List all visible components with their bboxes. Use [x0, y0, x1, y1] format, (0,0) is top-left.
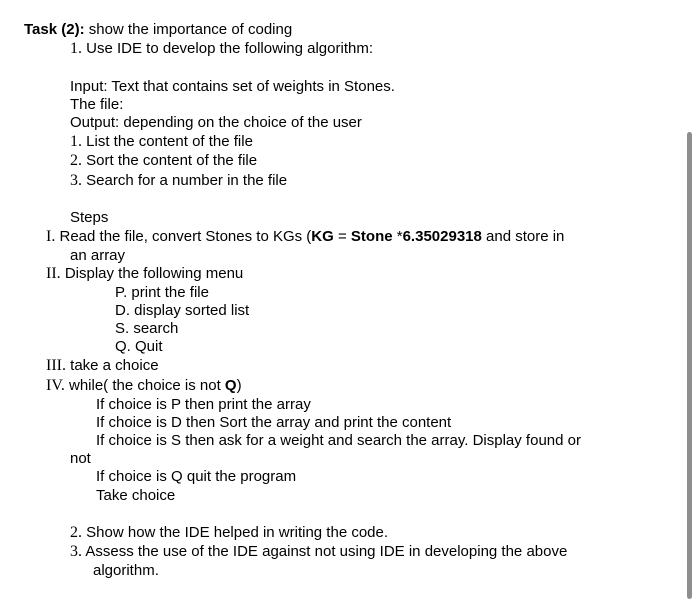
step-1-continued: an array	[70, 247, 126, 264]
step-1-text-end: and store in	[481, 228, 565, 245]
item-3	[70, 543, 567, 561]
step-4-text: while( the choice is not	[69, 377, 225, 394]
task-title-rest: show the importance of coding	[84, 21, 293, 38]
step-1-equals: =	[333, 228, 351, 245]
item-3-text: Assess the use of the IDE against not using IDE in developing the above	[85, 543, 568, 560]
menu-option: Q. Quit	[115, 338, 163, 355]
output-line: Output: depending on the choice of the user	[70, 114, 362, 131]
item-3-continued: algorithm.	[93, 562, 159, 579]
choice-number: 1.	[70, 133, 82, 150]
step-1-number: I.	[46, 228, 56, 245]
loop-line: If choice is S then ask for a weight and search the array. Display found or	[96, 432, 581, 449]
step-1-factor: 6.35029318	[402, 228, 482, 245]
choice-text: Search for a number in the file	[86, 172, 288, 189]
loop-line: If choice is D then Sort the array and print the content	[96, 414, 452, 431]
item-2-number: 2.	[70, 524, 82, 541]
item-1	[70, 40, 373, 58]
loop-line: Take choice	[96, 487, 176, 504]
step-4-paren: )	[236, 377, 242, 394]
step-1-stone: Stone	[350, 228, 393, 245]
choice-text: List the content of the file	[86, 133, 253, 150]
steps-heading: Steps	[70, 209, 109, 226]
menu-option: D. display sorted list	[115, 302, 250, 319]
file-line: The file:	[70, 96, 124, 113]
choice-number: 2.	[70, 152, 82, 169]
menu-option: P. print the file	[115, 284, 209, 301]
step-2-number: II.	[46, 265, 61, 282]
step-4-number: IV.	[46, 377, 65, 394]
step-1-times: *	[392, 228, 403, 245]
item-1-text: Use IDE to develop the following algorithm:	[86, 40, 373, 57]
step-4	[46, 377, 242, 395]
item-2	[70, 524, 388, 542]
step-2-text: Display the following menu	[64, 265, 244, 282]
step-4-q: Q	[224, 377, 237, 394]
step-3-number: III.	[46, 357, 66, 374]
choice-number: 3.	[70, 172, 82, 189]
input-line: Input: Text that contains set of weights in Stones.	[70, 78, 395, 95]
loop-line: If choice is P then print the array	[96, 396, 311, 413]
step-3-text: take a choice	[70, 357, 159, 374]
choice-item	[70, 152, 257, 170]
choice-item	[70, 133, 253, 151]
step-1	[46, 228, 564, 246]
task-title	[24, 21, 292, 39]
vertical-scrollbar[interactable]	[687, 132, 692, 599]
step-1-kg: KG	[311, 228, 334, 245]
choice-item	[70, 172, 287, 190]
loop-line: If choice is Q quit the program	[96, 468, 297, 485]
menu-option: S. search	[115, 320, 179, 337]
step-1-text: Read the file, convert Stones to KGs (	[59, 228, 312, 245]
item-1-number: 1.	[70, 40, 82, 57]
step-2	[46, 265, 243, 283]
step-3	[46, 357, 159, 375]
item-3-number: 3.	[70, 543, 82, 560]
choice-text: Sort the content of the file	[86, 152, 258, 169]
task-title-bold: Task (2):	[24, 21, 85, 38]
loop-line-continued: not	[70, 450, 91, 467]
item-2-text: Show how the IDE helped in writing the code.	[86, 524, 389, 541]
